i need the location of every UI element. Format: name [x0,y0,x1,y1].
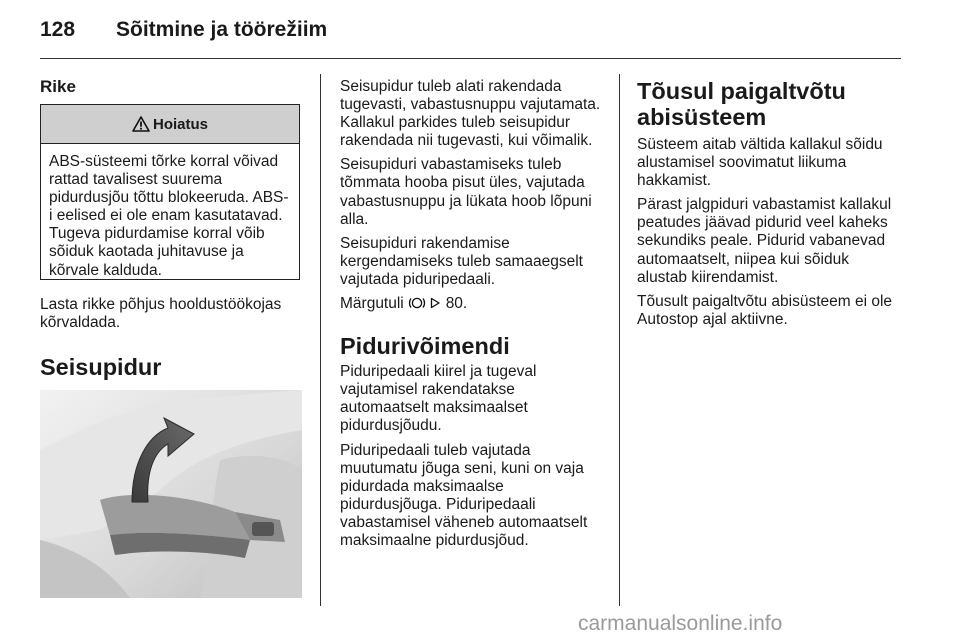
page-header [40,18,327,42]
watermark: carmanualsonline.info [578,612,783,635]
section-heading-seisupidur: Seisupidur [40,354,162,381]
hill-start-text-2: Pärast jalgpiduri vabastamist kallakul peatudes jäävad pidurid veel kaheks sekundiks peale. Pidurid vabanevad automaatselt, niipea kui sõiduk alustab kiirendamist. [637,196,892,286]
chapter-title: Sõitmine ja töörežiim [116,18,328,41]
parking-brake-text-3: Seisupiduri rakendamise kergendamiseks tuleb samaaegselt vajutada piduripedaali. [340,234,583,288]
right-column [637,78,903,335]
warning-title [41,105,299,144]
indicator-label: Märgutuli [340,295,404,313]
left-column [40,78,302,96]
page-reference-arrow-icon [430,297,441,309]
column-divider-right [619,74,620,606]
brake-assist-text-2: Piduripedaali tuleb vajutada muutumatu jõuga seni, kuni on vaja pidurdada maksimaalse pidurdusjõuga. Piduripedaali vabastamisel väheneb automaatselt maksimaalne pidurdusjõud. [340,441,588,549]
parking-brake-illustration [40,390,302,598]
left-column-lower [40,296,302,380]
indicator-page: 80. [445,295,468,313]
warning-box [40,104,300,280]
section-heading-pidurivoimendi: Pidurivõimendi [340,333,510,360]
section-heading-hill-start: Tõusul paigaltvõtu abisüsteem [637,78,846,130]
warning-triangle-icon [132,116,150,132]
parking-brake-text-1: Seisupidur tuleb alati rakendada tugevasti, vabastusnuppu vajutamata. Kallakul parkides tuleb seisupidur rakendada nii tugevasti, kui võimalik. [340,78,601,150]
brake-assist-text-1: Piduripedaali kiirel ja tugeval vajutamisel rakendatakse automaatselt maksimaalset pidurdusjõudu. [340,363,537,435]
indicator-reference [340,295,602,313]
hill-start-text-3: Tõusult paigaltvõtu abisüsteem ei ole Autostop ajal aktiivne. [637,292,893,328]
fault-text: Lasta rikke põhjus hooldustöökojas kõrvaldada. [40,296,282,332]
warning-title-text: Hoiatus [152,115,208,133]
parking-brake-text-2: Seisupiduri vabastamiseks tuleb tõmmata hooba pisut üles, vajutada vabastusnuppu ja lükata hoob lõpuni alla. [340,156,592,228]
header-divider [40,58,901,59]
page-number: 128 [40,18,76,41]
brake-warning-light-icon [408,296,426,310]
hill-start-text-1: Süsteem aitab vältida kallakul sõidu alustamisel soovimatut liikuma hakkamist. [637,136,883,190]
column-divider-left [320,74,321,606]
middle-column [340,78,602,556]
warning-text: ABS-süsteemi tõrke korral võivad rattad tavalisest suurema pidurdusjõu tõttu blokeeruda. ABS-i eelised ei ole enam kasutatavad. Tugeva pidurdamise korral võib sõiduk kaotada juhitavuse ja kõrvale kalduda. [49,153,289,279]
section-heading-rike: Rike [40,77,76,96]
